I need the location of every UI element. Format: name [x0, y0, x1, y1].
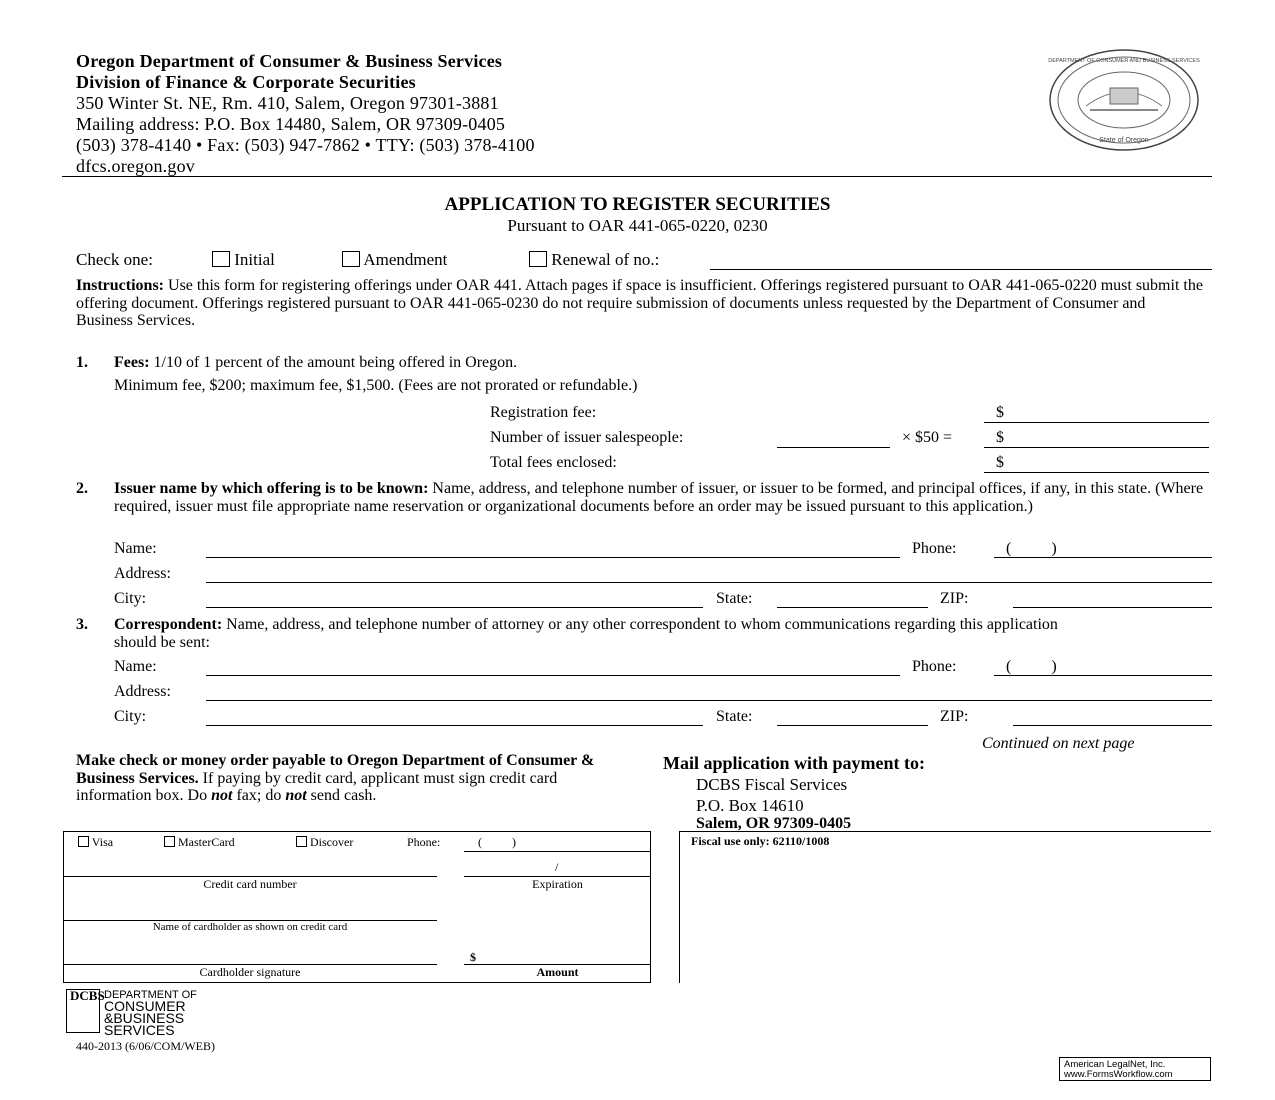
- instructions: Instructions: Use this form for registering offerings under OAR 441. Attach pages if space is insufficient. Offerings registered pursuant to OAR 441-065-0220 must submit the offering document. Offerings registered pursuant to OAR 441-065-0230 do not require submission of documents unless requested by the Department of Consumer and Business Services.: [76, 277, 1203, 329]
- section1-heading: Fees: 1/10 of 1 percent of the amount being offered in Oregon.: [114, 354, 518, 371]
- section3-number: 3.: [76, 616, 88, 633]
- issuer-state-label: State:: [716, 590, 753, 607]
- renewal-number-field[interactable]: [710, 269, 1212, 270]
- expiration-label: Expiration: [532, 877, 583, 891]
- website[interactable]: dfcs.oregon.gov: [76, 156, 195, 176]
- org-name: Oregon Department of Consumer & Business Services: [76, 51, 503, 71]
- mail-line3: Salem, OR 97309-0405: [696, 815, 852, 832]
- salespeople-field[interactable]: [777, 447, 890, 448]
- correspondent-name-field[interactable]: [206, 675, 900, 676]
- card-number-label: Credit card number: [203, 877, 297, 891]
- mastercard-option[interactable]: MasterCard: [164, 835, 235, 850]
- section1-fee-note: Minimum fee, $200; maximum fee, $1,500. (Fees are not prorated or refundable.): [114, 377, 638, 394]
- salespeople-dollar: $: [996, 429, 1004, 446]
- correspondent-city-label: City:: [114, 708, 147, 725]
- issuer-state-field[interactable]: [777, 607, 928, 608]
- correspondent-zip-field[interactable]: [1013, 725, 1212, 726]
- amount-dollar: $: [470, 950, 476, 964]
- cc-phone-label: Phone:: [407, 835, 441, 849]
- seal-top-text: DEPARTMENT OF CONSUMER AND BUSINESS SERVICES: [1048, 58, 1200, 64]
- mail-line2: P.O. Box 14610: [696, 796, 804, 815]
- correspondent-city-field[interactable]: [206, 725, 703, 726]
- form-title: APPLICATION TO REGISTER SECURITIES: [444, 194, 831, 215]
- state-seal-icon: [1046, 48, 1202, 152]
- cardholder-name-label: Name of cardholder as shown on credit card: [152, 921, 348, 933]
- salespeople-fee-field[interactable]: [984, 447, 1209, 448]
- registration-fee-dollar: $: [996, 404, 1004, 421]
- dcbs-logo-icon: DCBS: [66, 989, 100, 1033]
- form-subtitle: Pursuant to OAR 441-065-0220, 0230: [507, 216, 768, 235]
- section2-heading: Issuer name by which offering is to be known: Name, address, and telephone number of issuer, or issuer to be formed, and principal offices, if any, in this state. (Where required, issuer must file appropriate name reservation or organizational documents before an order may be issued pursuant to this application.): [114, 480, 1204, 515]
- issuer-city-label: City:: [114, 590, 147, 607]
- check-one-label: Check one:: [76, 250, 153, 269]
- salespeople-multiplier: × $50 =: [902, 429, 953, 446]
- correspondent-address-field[interactable]: [206, 700, 1212, 701]
- mail-heading: Mail application with payment to:: [663, 753, 926, 773]
- seal-bottom-text: State of Oregon: [1099, 137, 1149, 144]
- issuer-zip-field[interactable]: [1013, 607, 1212, 608]
- street-address: 350 Winter St. NE, Rm. 410, Salem, Oregon 97301-3881: [76, 93, 499, 113]
- mail-line1: DCBS Fiscal Services: [696, 775, 848, 794]
- total-fees-dollar: $: [996, 454, 1004, 471]
- correspondent-name-label: Name:: [114, 658, 157, 675]
- payment-instructions: Make check or money order payable to Oregon Department of Consumer & Business Services. If paying by credit card, applicant must sign credit card information box. Do not fax; do not send cash.: [76, 752, 595, 804]
- division-name: Division of Finance & Corporate Securities: [76, 72, 416, 92]
- issuer-city-field[interactable]: [206, 607, 703, 608]
- legalnet-badge: American LegalNet, Inc. www.FormsWorkflow.com: [1059, 1057, 1211, 1081]
- salespeople-label: Number of issuer salespeople:: [490, 429, 684, 446]
- expiration-slash: /: [555, 860, 559, 874]
- correspondent-phone-parens: ( ): [1006, 658, 1057, 675]
- dcbs-logo-text: DEPARTMENT OF CONSUMER &BUSINESS SERVICES: [104, 989, 197, 1038]
- section3-heading: Correspondent: Name, address, and telephone number of attorney or any other correspondent to whom communications regarding this application should be sent:: [114, 616, 1058, 651]
- issuer-phone-parens: ( ): [1006, 540, 1057, 557]
- issuer-phone-label: Phone:: [912, 540, 957, 557]
- issuer-name-field[interactable]: [206, 557, 900, 558]
- cc-phone-parens: ( ): [478, 835, 516, 849]
- continued-note: Continued on next page: [982, 735, 1135, 752]
- initial-checkbox[interactable]: [212, 251, 230, 267]
- issuer-address-label: Address:: [114, 565, 171, 582]
- issuer-address-field[interactable]: [206, 582, 1212, 583]
- issuer-zip-label: ZIP:: [940, 590, 969, 607]
- amendment-option[interactable]: Amendment: [342, 250, 447, 270]
- discover-option[interactable]: Discover: [296, 835, 353, 850]
- total-fees-label: Total fees enclosed:: [490, 454, 617, 471]
- correspondent-zip-label: ZIP:: [940, 708, 969, 725]
- form-number: 440-2013 (6/06/COM/WEB): [76, 1039, 215, 1053]
- correspondent-phone-field[interactable]: [994, 675, 1212, 676]
- total-fees-field[interactable]: [984, 472, 1209, 473]
- phone-numbers: (503) 378-4140 • Fax: (503) 947-7862 • TTY: (503) 378-4100: [76, 135, 535, 155]
- registration-fee-label: Registration fee:: [490, 404, 597, 421]
- correspondent-state-label: State:: [716, 708, 753, 725]
- fiscal-use-note: Fiscal use only: 62110/1008: [691, 834, 830, 848]
- cc-phone-field[interactable]: [464, 851, 651, 852]
- correspondent-phone-label: Phone:: [912, 658, 957, 675]
- issuer-phone-field[interactable]: [994, 557, 1212, 558]
- renewal-option[interactable]: Renewal of no.:: [529, 250, 659, 270]
- credit-card-box: [63, 831, 651, 983]
- section1-number: 1.: [76, 354, 88, 371]
- correspondent-address-label: Address:: [114, 683, 171, 700]
- visa-option[interactable]: Visa: [78, 835, 113, 850]
- correspondent-state-field[interactable]: [777, 725, 928, 726]
- amendment-checkbox[interactable]: [342, 251, 360, 267]
- mailing-address: Mailing address: P.O. Box 14480, Salem, OR 97309-0405: [76, 114, 506, 134]
- renewal-checkbox[interactable]: [529, 251, 547, 267]
- registration-fee-field[interactable]: [984, 422, 1209, 423]
- issuer-name-label: Name:: [114, 540, 157, 557]
- amount-label: Amount: [536, 965, 579, 979]
- signature-label: Cardholder signature: [199, 965, 301, 979]
- section2-number: 2.: [76, 480, 88, 497]
- initial-option[interactable]: Initial: [212, 250, 275, 270]
